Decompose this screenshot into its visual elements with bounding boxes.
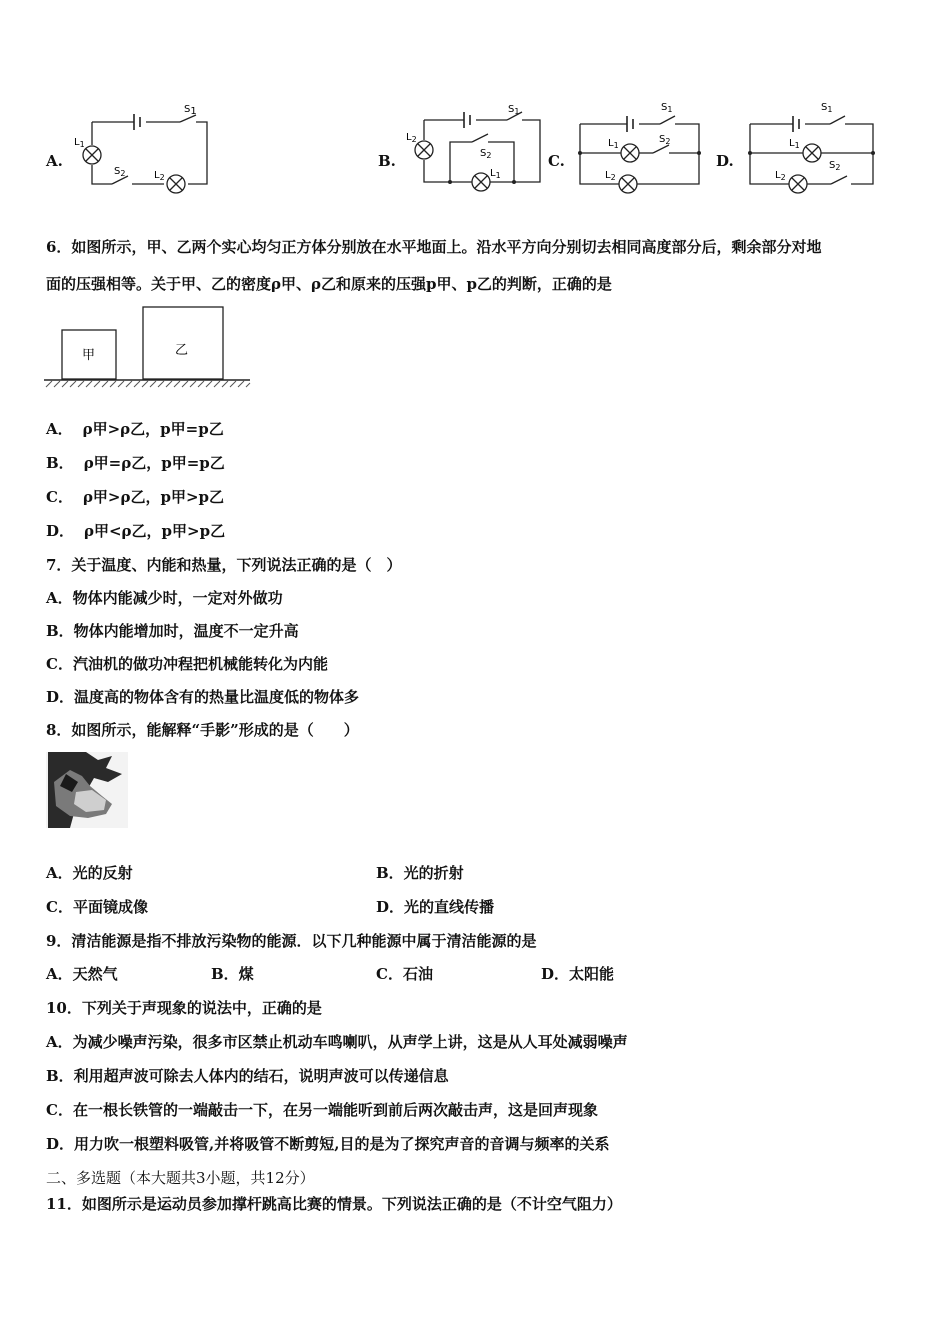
q8-option-d[interactable]: D．光的直线传播 (376, 898, 495, 916)
q5-circuit-a (72, 100, 217, 195)
q5-option-c-label[interactable]: C. (548, 152, 565, 170)
q8-option-a[interactable]: A．光的反射 (46, 864, 133, 882)
q10-option-b[interactable]: B．利用超声波可除去人体内的结石，说明声波可以传递信息 (46, 1067, 449, 1085)
svg-text:L2: $L_2$ (605, 170, 616, 182)
q9-option-d[interactable]: D．太阳能 (541, 965, 615, 983)
svg-text:S2: $S_2$ (480, 148, 492, 160)
q7-stem: 7．关于温度、内能和热量，下列说法正确的是（ ） (46, 556, 402, 574)
svg-text:S2: $S_2$ (114, 166, 126, 178)
q6-option-a[interactable]: A． ρ甲>ρ乙，p甲=p乙 (46, 420, 224, 438)
svg-text:L2: $L_2$ (406, 132, 417, 144)
q5-circuit-d (745, 98, 880, 195)
svg-text:S1: $S_1$ (821, 102, 833, 114)
q10-option-d[interactable]: D．用力吹一根塑料吸管,并将吸管不断剪短,目的是为了探究声音的音调与频率的关系 (46, 1135, 610, 1153)
q11-stem: 11．如图所示是运动员参加撑杆跳高比赛的情景。下列说法正确的是（不计空气阻力） (46, 1195, 622, 1213)
q5-option-b-label[interactable]: B. (378, 152, 396, 170)
svg-text:S1: $S_1$ (661, 102, 673, 114)
q6-blocks-figure (44, 302, 254, 392)
section-heading-multi-choice: 二、多选题（本大题共3小题，共12分） (46, 1169, 315, 1187)
q7-option-d[interactable]: D．温度高的物体含有的热量比温度低的物体多 (46, 688, 360, 706)
q6-option-d[interactable]: D． ρ甲<ρ乙，p甲>p乙 (46, 522, 226, 540)
svg-text:S2: $S_2$ (659, 134, 671, 146)
q10-stem: 10．下列关于声现象的说法中，正确的是 (46, 999, 322, 1017)
q7-option-b[interactable]: B．物体内能增加时，温度不一定升高 (46, 622, 299, 640)
q10-option-c[interactable]: C．在一根长铁管的一端敲击一下，在另一端能听到前后两次敲击声，这是回声现象 (46, 1101, 598, 1119)
svg-text:L1: $L_1$ (74, 137, 85, 149)
q9-option-a[interactable]: A．天然气 (46, 965, 118, 983)
svg-text:L1: $L_1$ (608, 138, 619, 150)
q8-stem: 8．如图所示，能解释“手影”形成的是（ ） (46, 721, 359, 739)
q5-option-a-label[interactable]: A. (46, 152, 63, 170)
q8-option-b[interactable]: B．光的折射 (376, 864, 464, 882)
q9-option-b[interactable]: B．煤 (211, 965, 254, 983)
q5-circuit-c (575, 98, 705, 195)
block-yi-label: 乙 (175, 343, 189, 358)
q6-option-c[interactable]: C． ρ甲>ρ乙，p甲>p乙 (46, 488, 225, 506)
block-jia-label: 甲 (82, 348, 96, 363)
q8-option-c[interactable]: C．平面镜成像 (46, 898, 148, 916)
q8-hand-shadow-image (46, 752, 128, 828)
svg-text:S1: $S_1$ (508, 104, 520, 116)
q10-option-a[interactable]: A．为减少噪声污染，很多市区禁止机动车鸣喇叭，从声学上讲，这是从人耳处减弱噪声 (46, 1033, 628, 1051)
svg-text:L1: $L_1$ (789, 138, 800, 150)
q9-stem: 9．清洁能源是指不排放污染物的能源．以下几种能源中属于清洁能源的是 (46, 932, 537, 950)
q9-option-c[interactable]: C．石油 (376, 965, 433, 983)
q5-option-d-label[interactable]: D. (716, 152, 734, 170)
q6-stem-line2: 面的压强相等。关于甲、乙的密度ρ甲、ρ乙和原来的压强p甲、p乙的判断，正确的是 (46, 275, 612, 293)
switch-s1-text: S1 (184, 104, 197, 117)
q6-stem-line1: 6．如图所示，甲、乙两个实心均匀正方体分别放在水平地面上。沿水平方向分别切去相同高度部分后，剩余部分对地 (46, 238, 822, 256)
q7-option-a[interactable]: A．物体内能减少时，一定对外做功 (46, 589, 283, 607)
svg-text:L1: $L_1$ (490, 168, 501, 180)
svg-text:L2: $L_2$ (775, 170, 786, 182)
q5-circuit-b (402, 100, 547, 195)
svg-text:L2: $L_2$ (154, 170, 165, 182)
svg-text:S2: $S_2$ (829, 160, 841, 172)
q7-option-c[interactable]: C．汽油机的做功冲程把机械能转化为内能 (46, 655, 328, 673)
q6-option-b[interactable]: B． ρ甲=ρ乙，p甲=p乙 (46, 454, 225, 472)
